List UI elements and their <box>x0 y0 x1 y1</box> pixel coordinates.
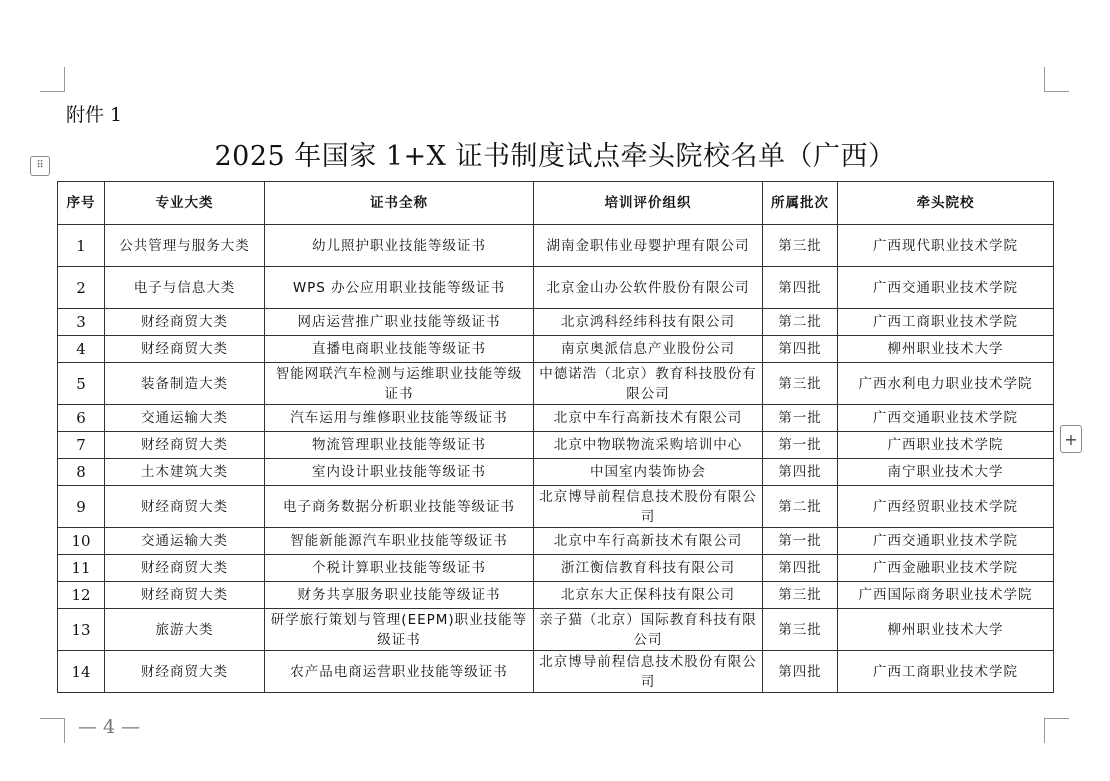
crop-mark-bottom-left <box>40 718 65 743</box>
table-row <box>58 486 1054 528</box>
cell-school: 广西国际商务职业技术学院 <box>838 582 1054 609</box>
cell-major: 交通运输大类 <box>105 405 265 432</box>
cell-org: 北京鸿科经纬科技有限公司 <box>534 309 763 336</box>
cell-seq: 11 <box>58 555 105 582</box>
cell-cert: 幼儿照护职业技能等级证书 <box>265 225 534 267</box>
cell-major: 财经商贸大类 <box>105 486 265 528</box>
cell-school: 柳州职业技术大学 <box>838 336 1054 363</box>
cell-seq: 14 <box>58 651 105 693</box>
cell-batch: 第二批 <box>763 309 838 336</box>
cell-seq: 10 <box>58 528 105 555</box>
cell-cert: 网店运营推广职业技能等级证书 <box>265 309 534 336</box>
table-row <box>58 267 1054 309</box>
cell-org: 亲子猫（北京）国际教育科技有限公司 <box>534 609 763 651</box>
table-move-handle-icon[interactable]: ⠿ <box>30 156 50 176</box>
header-cert: 证书全称 <box>265 182 534 225</box>
cell-seq: 12 <box>58 582 105 609</box>
cell-cert: 研学旅行策划与管理(EEPM)职业技能等级证书 <box>265 609 534 651</box>
cell-major: 财经商贸大类 <box>105 336 265 363</box>
cell-org: 北京中物联物流采购培训中心 <box>534 432 763 459</box>
cell-major: 交通运输大类 <box>105 528 265 555</box>
cell-org: 北京中车行高新技术有限公司 <box>534 528 763 555</box>
cell-seq: 8 <box>58 459 105 486</box>
cell-major: 财经商贸大类 <box>105 582 265 609</box>
cell-seq: 4 <box>58 336 105 363</box>
cell-seq: 5 <box>58 363 105 405</box>
table-row <box>58 609 1054 651</box>
cell-batch: 第四批 <box>763 459 838 486</box>
cell-batch: 第一批 <box>763 432 838 459</box>
table-header-row <box>58 182 1054 225</box>
document-title: 2025 年国家 1+X 证书制度试点牵头院校名单（广西） <box>214 141 896 172</box>
cell-batch: 第三批 <box>763 225 838 267</box>
cell-major: 财经商贸大类 <box>105 432 265 459</box>
cell-cert: 汽车运用与维修职业技能等级证书 <box>265 405 534 432</box>
cell-cert: 个税计算职业技能等级证书 <box>265 555 534 582</box>
cell-major: 旅游大类 <box>105 609 265 651</box>
cell-major: 财经商贸大类 <box>105 651 265 693</box>
cell-org: 中国室内装饰协会 <box>534 459 763 486</box>
crop-mark-top-right <box>1044 67 1069 92</box>
cell-batch: 第一批 <box>763 405 838 432</box>
cell-seq: 3 <box>58 309 105 336</box>
cell-seq: 7 <box>58 432 105 459</box>
cell-school: 广西水利电力职业技术学院 <box>838 363 1054 405</box>
header-major: 专业大类 <box>105 182 265 225</box>
table-row <box>58 582 1054 609</box>
cell-seq: 13 <box>58 609 105 651</box>
cell-school: 广西金融职业技术学院 <box>838 555 1054 582</box>
cell-school: 柳州职业技术大学 <box>838 609 1054 651</box>
table-row <box>58 459 1054 486</box>
cell-org: 北京中车行高新技术有限公司 <box>534 405 763 432</box>
cell-org: 北京东大正保科技有限公司 <box>534 582 763 609</box>
cell-org: 中德诺浩（北京）教育科技股份有限公司 <box>534 363 763 405</box>
table-row <box>58 405 1054 432</box>
header-org: 培训评价组织 <box>534 182 763 225</box>
cell-cert: 智能网联汽车检测与运维职业技能等级证书 <box>265 363 534 405</box>
table-row <box>58 555 1054 582</box>
table-row <box>58 363 1054 405</box>
cell-org: 浙江衡信教育科技有限公司 <box>534 555 763 582</box>
cell-school: 南宁职业技术大学 <box>838 459 1054 486</box>
cell-major: 公共管理与服务大类 <box>105 225 265 267</box>
table-row <box>58 651 1054 693</box>
cell-cert: 智能新能源汽车职业技能等级证书 <box>265 528 534 555</box>
plus-icon[interactable]: + <box>1060 425 1082 453</box>
crop-mark-bottom-right <box>1044 718 1069 743</box>
cell-major: 财经商贸大类 <box>105 309 265 336</box>
cell-org: 湖南金职伟业母婴护理有限公司 <box>534 225 763 267</box>
table-row <box>58 336 1054 363</box>
table-row <box>58 225 1054 267</box>
attachment-label: 附件 1 <box>66 104 123 126</box>
cell-batch: 第四批 <box>763 336 838 363</box>
cell-cert: 电子商务数据分析职业技能等级证书 <box>265 486 534 528</box>
school-list-table <box>57 181 1054 693</box>
page-number: — 4 — <box>78 716 141 738</box>
cell-cert: 直播电商职业技能等级证书 <box>265 336 534 363</box>
cell-cert: 物流管理职业技能等级证书 <box>265 432 534 459</box>
cell-org: 北京博导前程信息技术股份有限公司 <box>534 486 763 528</box>
cell-cert: 财务共享服务职业技能等级证书 <box>265 582 534 609</box>
cell-batch: 第四批 <box>763 555 838 582</box>
cell-school: 广西交通职业技术学院 <box>838 267 1054 309</box>
header-school: 牵头院校 <box>838 182 1054 225</box>
cell-org: 南京奥派信息产业股份公司 <box>534 336 763 363</box>
cell-school: 广西工商职业技术学院 <box>838 309 1054 336</box>
cell-school: 广西交通职业技术学院 <box>838 405 1054 432</box>
table-row <box>58 309 1054 336</box>
table-row <box>58 528 1054 555</box>
cell-org: 北京金山办公软件股份有限公司 <box>534 267 763 309</box>
cell-batch: 第三批 <box>763 363 838 405</box>
cell-major: 财经商贸大类 <box>105 555 265 582</box>
cell-school: 广西交通职业技术学院 <box>838 528 1054 555</box>
cell-seq: 2 <box>58 267 105 309</box>
cell-cert: 农产品电商运营职业技能等级证书 <box>265 651 534 693</box>
cell-seq: 9 <box>58 486 105 528</box>
cell-batch: 第四批 <box>763 651 838 693</box>
cell-org: 北京博导前程信息技术股份有限公司 <box>534 651 763 693</box>
cell-batch: 第四批 <box>763 267 838 309</box>
cell-batch: 第二批 <box>763 486 838 528</box>
cell-major: 电子与信息大类 <box>105 267 265 309</box>
cell-major: 装备制造大类 <box>105 363 265 405</box>
cell-cert: WPS 办公应用职业技能等级证书 <box>265 267 534 309</box>
table-row <box>58 432 1054 459</box>
cell-batch: 第一批 <box>763 528 838 555</box>
cell-batch: 第三批 <box>763 582 838 609</box>
crop-mark-top-left <box>40 67 65 92</box>
cell-school: 广西现代职业技术学院 <box>838 225 1054 267</box>
cell-batch: 第三批 <box>763 609 838 651</box>
cell-major: 土木建筑大类 <box>105 459 265 486</box>
cell-school: 广西工商职业技术学院 <box>838 651 1054 693</box>
header-seq: 序号 <box>58 182 105 225</box>
cell-school: 广西经贸职业技术学院 <box>838 486 1054 528</box>
cell-cert: 室内设计职业技能等级证书 <box>265 459 534 486</box>
cell-seq: 1 <box>58 225 105 267</box>
header-batch: 所属批次 <box>763 182 838 225</box>
cell-seq: 6 <box>58 405 105 432</box>
cell-school: 广西职业技术学院 <box>838 432 1054 459</box>
